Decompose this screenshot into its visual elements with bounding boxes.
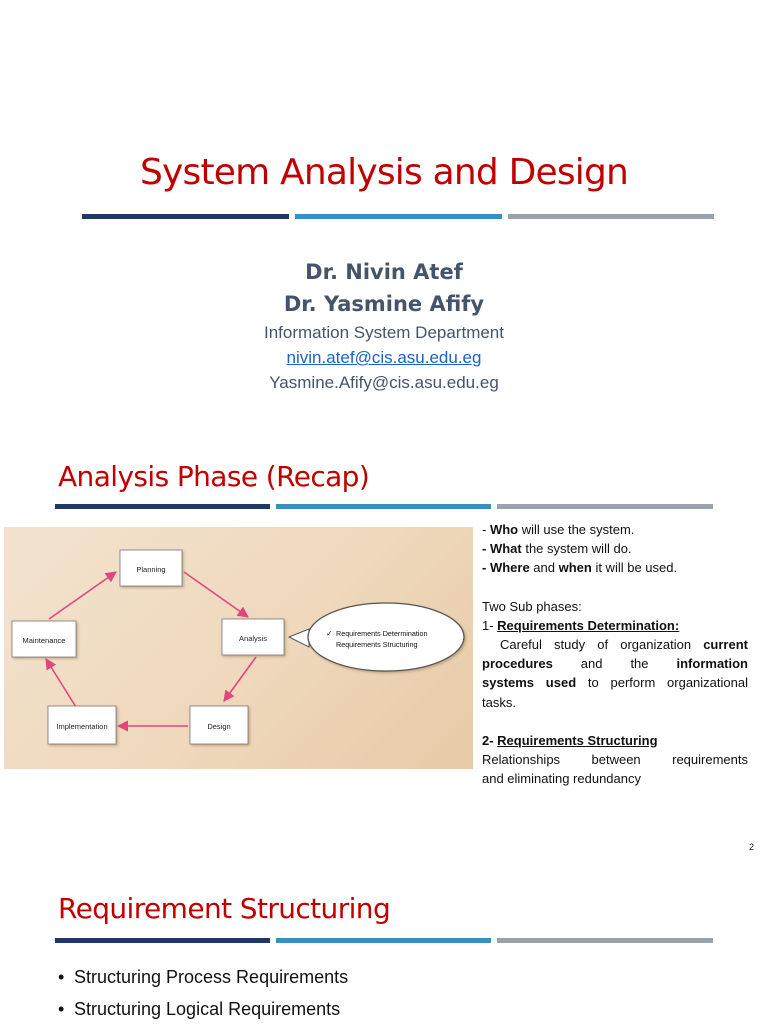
node-design-label: Design (207, 722, 231, 731)
note-rd-text-c: procedures (482, 656, 553, 672)
note-rs-heading (482, 731, 748, 750)
note-where-and: and (529, 560, 559, 576)
node-analysis-label: Analysis (239, 634, 267, 643)
slide-title: Analysis Phase (Recap) (58, 460, 370, 493)
note-when-keyword: when (558, 560, 592, 576)
bullet-item (58, 961, 348, 993)
check-mark-icon: ✓ (326, 629, 333, 638)
note-who-keyword: Who (489, 522, 519, 537)
department-label: Information System Department (264, 323, 504, 342)
note-rd-line4: tasks. (482, 694, 516, 710)
note-where-text: it will be used. (591, 560, 678, 576)
note-rd-text-b: current (703, 637, 748, 653)
note-who-prefix: - (482, 522, 490, 537)
bullet-icon: • (58, 967, 65, 987)
note-rd-text-a: Careful study of organization (500, 637, 704, 653)
note-rs-prefix: 2- (482, 732, 498, 748)
node-analysis (222, 619, 284, 655)
bullet-list (58, 961, 348, 1024)
title-underline-gray (508, 214, 714, 219)
note-what-text: the system will do. (521, 541, 632, 557)
note-rs-line1: Relationships between requirements (482, 752, 748, 768)
title-underline-blue (295, 214, 502, 219)
bullet-text: Structuring Process Requirements (74, 967, 349, 987)
title-underline-blue (276, 504, 491, 509)
title-underline-navy (55, 504, 270, 509)
requirement-structuring-slide (0, 868, 768, 1024)
note-where (482, 558, 748, 577)
note-rd-label: Requirements Determination: (497, 617, 680, 633)
analysis-phase-slide (0, 430, 768, 868)
title-underline-blue (276, 938, 491, 943)
node-maintenance (12, 621, 76, 657)
author-name-1: Dr. Nivin Atef (305, 260, 463, 284)
arrow-analysis-to-design (224, 657, 256, 701)
node-planning (120, 550, 182, 586)
title-underline-gray (497, 504, 713, 509)
note-rd-line3 (482, 673, 748, 692)
note-what (482, 539, 748, 558)
note-what-keyword: - What (482, 541, 522, 557)
email-text-yasmine: Yasmine.Afify@cis.asu.edu.eg (269, 373, 499, 392)
node-implementation (48, 706, 116, 744)
callout-requirements-determination: Requirements Determination (336, 629, 428, 638)
title-underline-navy (55, 938, 270, 943)
title-underline-gray (497, 938, 713, 943)
callout-pointer (289, 629, 309, 647)
bullet-item (58, 993, 348, 1024)
title-slide (0, 0, 768, 430)
bullet-icon: • (58, 999, 65, 1019)
arrow-implementation-to-maintenance (46, 659, 76, 707)
email-link-nivin[interactable]: nivin.atef@cis.asu.edu.eg (286, 348, 482, 367)
arrow-maintenance-to-planning (49, 572, 116, 619)
note-rd-prefix: 1- (482, 617, 498, 633)
note-rd-heading (482, 616, 748, 635)
node-design (190, 706, 248, 744)
slide-title: System Analysis and Design (139, 152, 629, 193)
spacer (482, 578, 748, 597)
note-rd-text-f: systems used (482, 675, 577, 691)
node-implementation-label: Implementation (56, 722, 108, 731)
note-two-sub-phases: Two Sub phases: (482, 598, 582, 614)
spacer (482, 712, 748, 731)
note-rd-line2 (482, 654, 748, 673)
arrow-planning-to-analysis (184, 572, 248, 617)
slide-title: Requirement Structuring (58, 892, 391, 925)
bullet-text: Structuring Logical Requirements (74, 999, 341, 1019)
note-rs-line2: and eliminating redundancy (482, 771, 641, 787)
note-rd-text-e: information (676, 656, 748, 672)
note-rd-text-g: to perform organizational (576, 675, 748, 691)
page-number: 2 (748, 842, 754, 852)
author-block (0, 256, 768, 395)
node-planning-label: Planning (136, 565, 166, 574)
note-who (482, 520, 748, 539)
node-maintenance-label: Maintenance (22, 636, 66, 645)
analysis-notes (482, 520, 748, 788)
note-rd-text-d: and the (552, 656, 677, 672)
sdlc-cycle-svg (4, 527, 473, 769)
author-name-2: Dr. Yasmine Afify (283, 292, 485, 316)
note-who-text: will use the system. (518, 522, 635, 537)
note-rs-label: Requirements Structuring (497, 732, 658, 748)
note-rd-line1 (482, 635, 748, 654)
sdlc-cycle-diagram (4, 527, 473, 769)
callout-requirements-structuring: Requirements Structuring (336, 640, 418, 649)
title-underline-navy (82, 214, 289, 219)
note-where-keyword: - Where (482, 560, 530, 576)
